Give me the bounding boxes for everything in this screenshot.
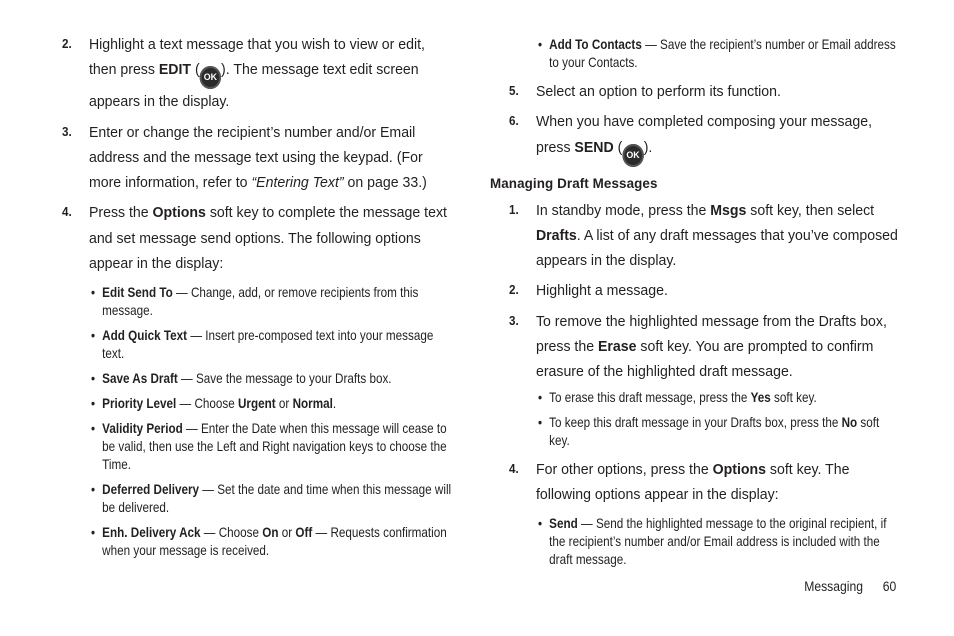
right-column xyxy=(490,32,902,576)
erase-options-list xyxy=(538,389,902,450)
step-number: 3. xyxy=(62,124,72,139)
step-text: For other options, press the Options soft key. The following options appear in the display: xyxy=(535,460,850,503)
list-item: • Deferred Delivery — Set the date and time when this message will be delivered. xyxy=(91,482,452,516)
step-text: In standby mode, press the Msgs soft key, then select Drafts. A list of any draft messages that you’ve composed appears in the display. xyxy=(535,201,898,270)
step-3 xyxy=(62,120,452,196)
section-heading: Managing Draft Messages xyxy=(490,175,658,191)
footer-section-title: Messaging xyxy=(803,579,863,594)
step-text: Highlight a message. xyxy=(535,282,668,300)
ok-key-icon: OK xyxy=(622,144,643,167)
step-text: When you have completed composing your message, press SEND ( OK ). xyxy=(536,109,900,166)
page-number: 60 xyxy=(882,579,896,594)
step-number: 2. xyxy=(62,37,72,51)
list-item: • Add To Contacts — Save the recipient’s number or Email address to your Contacts. xyxy=(538,37,896,70)
list-item: • Send — Send the highlighted message to the original recipient, if the recipient’s number and/or Email address is included with the draft message. xyxy=(538,516,887,568)
list-item: • Enh. Delivery Ack — Choose On or Off — Requests confirmation when your message is received. xyxy=(91,525,447,559)
draft-step-3 xyxy=(509,309,900,385)
draft-options-list xyxy=(538,515,902,569)
ok-key-icon: OK xyxy=(200,66,221,89)
step-number: 2. xyxy=(509,283,519,298)
step-text: Select an option to perform its function. xyxy=(535,83,781,100)
list-item: • Priority Level — Choose Urgent or Normal. xyxy=(91,396,337,412)
send-options-list-continued xyxy=(538,36,902,72)
step-text: Press the Options soft key to complete the message text and set message send options. The following options appear in the display: xyxy=(88,204,447,273)
step-text: To remove the highlighted message from the Drafts box, press the Erase soft key. You are prompted to confirm erasure of the highlighted draft message. xyxy=(535,312,887,381)
step-number: 3. xyxy=(509,313,519,328)
list-item: • Save As Draft — Save the message to your Drafts box. xyxy=(91,371,392,387)
list-item: • Validity Period — Enter the Date when this message will cease to be valid, then use the Left and Right navigation keys to choose the Time. xyxy=(91,421,447,473)
list-item: • To erase this draft message, press the Yes soft key. xyxy=(538,389,817,405)
list-item: • Edit Send To — Change, add, or remove recipients from this message. xyxy=(91,285,419,319)
page-footer xyxy=(784,579,896,594)
draft-step-2 xyxy=(509,278,900,303)
step-text: Highlight a text message that you wish to view or edit, then press EDIT ( OK ). The message text edit screen appears in the display. xyxy=(88,36,425,111)
step-6 xyxy=(509,109,900,166)
left-column xyxy=(62,32,454,567)
cross-reference-link: “Entering Text” xyxy=(251,174,344,192)
step-number: 5. xyxy=(509,84,519,98)
list-item: • Add Quick Text — Insert pre-composed text into your message text. xyxy=(91,328,434,362)
step-number: 6. xyxy=(509,114,519,129)
draft-step-4 xyxy=(509,457,900,508)
list-item: • To keep this draft message in your Drafts box, press the No soft key. xyxy=(538,414,880,448)
step-number: 1. xyxy=(509,202,519,217)
step-4 xyxy=(62,200,452,276)
step-text: Enter or change the recipient’s number and/or Email address and the message text using the keypad. (For more information, refer to “Entering Text” on page 33.) xyxy=(88,123,427,192)
step-5 xyxy=(509,79,900,104)
draft-step-1 xyxy=(509,198,900,274)
step-number: 4. xyxy=(62,205,72,220)
send-options-list xyxy=(91,284,454,560)
step-2 xyxy=(62,32,452,115)
step-number: 4. xyxy=(509,461,519,476)
